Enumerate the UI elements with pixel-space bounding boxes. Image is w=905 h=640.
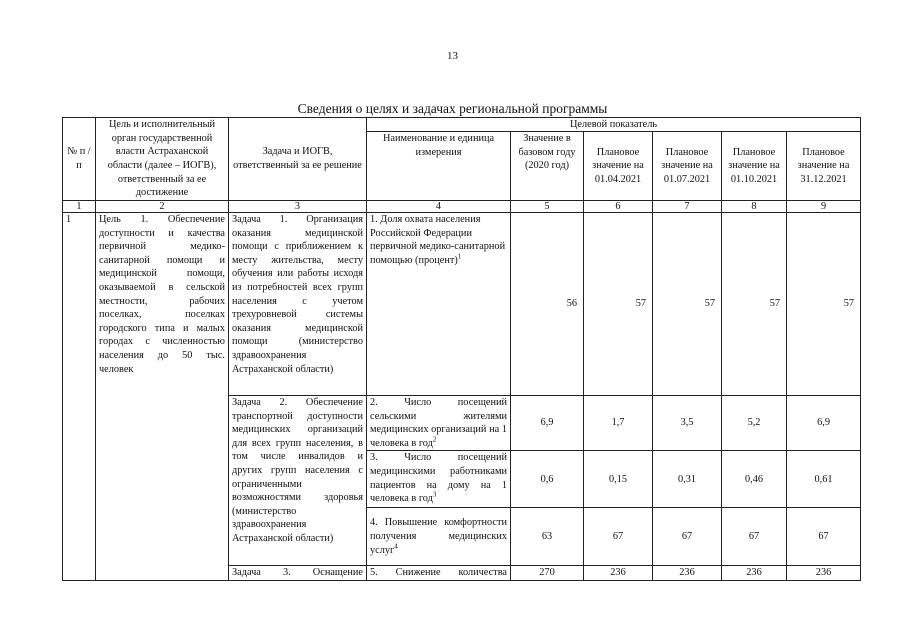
indicator-value: 1,7 <box>584 396 653 451</box>
goal-text: Цель 1. Обеспечение доступности и качества первичной медико-санитарной помощи и медицинской помощи, оказываемой в сельской местности, рабочих поселках, поселках городского типа и малых городах с численностью населения до 50 тыс. человек <box>96 213 229 581</box>
column-number: 2 <box>96 201 229 213</box>
indicator-value: 57 <box>787 213 861 396</box>
indicator-value: 0,6 <box>511 451 584 508</box>
indicator-name: 2. Число посещений сельскими жителями медицинских организаций на 1 человека в год$^2$ <box>367 396 511 451</box>
goals-table <box>62 117 861 581</box>
header-indicator-name: Наименование и единица измерения <box>367 132 511 201</box>
header-goal: Цель и исполнительный орган государственной власти Астраханской области (далее – ИОГВ), ответственный за ее достижение <box>96 118 229 201</box>
indicator-value: 0,61 <box>787 451 861 508</box>
indicator-value: 67 <box>653 508 722 566</box>
column-number: 8 <box>722 201 787 213</box>
indicator-value: 3,5 <box>653 396 722 451</box>
indicator-value: 63 <box>511 508 584 566</box>
indicator-value: 236 <box>653 566 722 581</box>
indicator-value: 57 <box>653 213 722 396</box>
indicator-name: 4. Повышение комфортности получения медицинских услуг$^4$ <box>367 508 511 566</box>
indicator-value: 56 <box>511 213 584 396</box>
column-number: 5 <box>511 201 584 213</box>
task-text: Задача 1. Организация оказания медицинской помощи с приближением к месту жительства, месту обучения или работы исходя из потребностей всех групп населения с учетом трехуровневой системы оказания медицинской помощи (министерство здравоохранения Астраханской области) <box>229 213 367 396</box>
table-row <box>63 213 861 396</box>
indicator-value: 6,9 <box>787 396 861 451</box>
table-title: Сведения о целях и задачах региональной программы <box>297 101 608 116</box>
column-number-row <box>63 201 861 213</box>
indicator-value: 57 <box>584 213 653 396</box>
column-number: 7 <box>653 201 722 213</box>
indicator-value: 236 <box>722 566 787 581</box>
indicator-value: 270 <box>511 566 584 581</box>
indicator-value: 57 <box>722 213 787 396</box>
indicator-value: 67 <box>722 508 787 566</box>
indicator-value: 5,2 <box>722 396 787 451</box>
header-plan-q3: Плановое значение на 01.10.2021 <box>722 132 787 201</box>
indicator-value: 0,46 <box>722 451 787 508</box>
indicator-name: 5. Снижение количества <box>367 566 511 581</box>
header-task: Задача и ИОГВ, ответственный за ее решение <box>229 118 367 201</box>
column-number: 1 <box>63 201 96 213</box>
header-row-1 <box>63 118 861 132</box>
indicator-name: 3. Число посещений медицинскими работниками пациентов на дому на 1 человека в год$^3$ <box>367 451 511 508</box>
header-target-indicator: Целевой показатель <box>367 118 861 132</box>
header-number: № п /п <box>63 118 96 201</box>
header-plan-q1: Плановое значение на 01.04.2021 <box>584 132 653 201</box>
indicator-value: 0,15 <box>584 451 653 508</box>
header-plan-q4: Плановое значение на 31.12.2021 <box>787 132 861 201</box>
indicator-value: 236 <box>787 566 861 581</box>
header-plan-q2: Плановое значение на 01.07.2021 <box>653 132 722 201</box>
indicator-value: 67 <box>787 508 861 566</box>
indicator-value: 236 <box>584 566 653 581</box>
column-number: 9 <box>787 201 861 213</box>
task-text: Задача 3. Оснащение <box>229 566 367 581</box>
task-text: Задача 2. Обеспечение транспортной доступности медицинских организаций для всех групп населения, в том числе инвалидов и других групп населения с ограниченными возможностями здоровья (министерство здравоохранения Астраханской области) <box>229 396 367 566</box>
header-base-value: Значение в базовом году (2020 год) <box>511 132 584 201</box>
indicator-name: 1. Доля охвата населения Российской Федерации первичной медико-санитарной помощью (процент)$^1$ <box>367 213 511 396</box>
column-number: 3 <box>229 201 367 213</box>
indicator-value: 0,31 <box>653 451 722 508</box>
column-number: 6 <box>584 201 653 213</box>
goal-number: 1 <box>63 213 96 581</box>
column-number: 4 <box>367 201 511 213</box>
indicator-value: 6,9 <box>511 396 584 451</box>
indicator-value: 67 <box>584 508 653 566</box>
page-number: 13 <box>447 50 458 62</box>
